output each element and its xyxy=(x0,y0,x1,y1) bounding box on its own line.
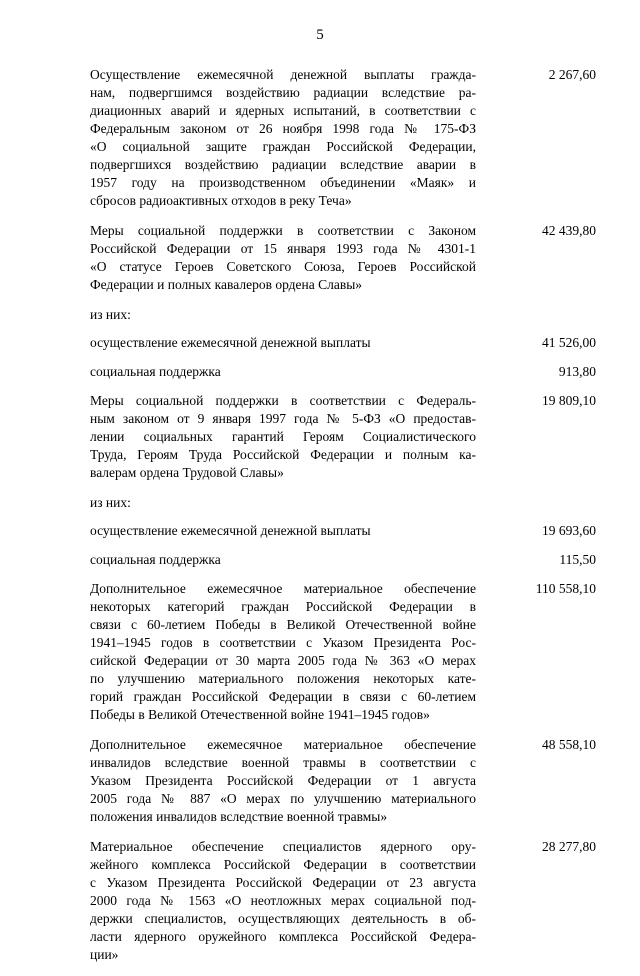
description-line: Федерации и полных кавалеров ордена Славы» xyxy=(90,277,363,292)
sub-item-row xyxy=(90,522,596,540)
description-line: держки специалистов, осуществляющих деятельность в об- xyxy=(90,911,476,926)
description-line: социальная поддержка xyxy=(90,552,221,567)
item-description xyxy=(90,334,476,352)
item-description xyxy=(90,392,476,482)
description-line: положения инвалидов вследствие военной травмы» xyxy=(90,809,388,824)
item-amount: 28 277,80 xyxy=(542,839,596,854)
sub-item-row xyxy=(90,363,596,381)
description-line: ласти ядерного оружейного комплекса Российской Федера- xyxy=(90,929,476,944)
description-line: сийской Федерации от 30 марта 2005 года № 363 «О мерах xyxy=(90,653,476,668)
item-amount: 19 809,10 xyxy=(542,393,596,408)
sub-item-row xyxy=(90,334,596,352)
description-line: Федеральным законом от 26 ноября 1998 года № 175-ФЗ xyxy=(90,121,476,136)
item-description xyxy=(90,306,476,324)
item-amount: 2 267,60 xyxy=(548,67,596,82)
description-line: «О социальной защите граждан Российской Федерации, xyxy=(90,139,476,154)
description-line: 1941–1945 годов в соответствии с Указом Президента Рос- xyxy=(90,635,476,650)
page-number: 5 xyxy=(316,27,324,43)
description-line: ции» xyxy=(90,947,119,962)
item-description xyxy=(90,736,476,826)
budget-table xyxy=(90,66,596,976)
item-description xyxy=(90,363,476,381)
description-line: жейного комплекса Российской Федерации в соответствии xyxy=(90,857,476,872)
sub-item-row xyxy=(90,551,596,569)
item-amount: 41 526,00 xyxy=(542,335,596,350)
description-line: лении социальных гарантий Героям Социалистического xyxy=(90,429,476,444)
expense-item-row xyxy=(90,580,596,724)
description-line: Материальное обеспечение специалистов ядерного ору- xyxy=(90,839,476,854)
item-amount: 42 439,80 xyxy=(542,223,596,238)
description-line: инвалидов вследствие военной травмы в соответствии с xyxy=(90,755,476,770)
description-line: с Указом Президента Российской Федерации от 23 августа xyxy=(90,875,476,890)
description-line: Российской Федерации от 15 января 1993 года № 4301-1 xyxy=(90,241,476,256)
description-line: нам, подвергшимся воздействию радиации вследствие ра- xyxy=(90,85,476,100)
item-amount: 115,50 xyxy=(559,552,596,567)
description-line: из них: xyxy=(90,495,131,510)
item-description xyxy=(90,66,476,210)
item-description xyxy=(90,494,476,512)
description-line: Дополнительное ежемесячное материальное обеспечение xyxy=(90,737,476,752)
description-line: «О статусе Героев Советского Союза, Героев Российской xyxy=(90,259,476,274)
item-amount: 110 558,10 xyxy=(535,581,596,596)
description-line: Указом Президента Российской Федерации от 1 августа xyxy=(90,773,476,788)
description-line: по улучшению материального положения некоторых кате- xyxy=(90,671,476,686)
item-amount: 48 558,10 xyxy=(542,737,596,752)
expense-item-row xyxy=(90,392,596,482)
item-description xyxy=(90,522,476,540)
description-line: некоторых категорий граждан Российской Федерации в xyxy=(90,599,476,614)
description-line: осуществление ежемесячной денежной выплаты xyxy=(90,523,371,538)
description-line: Победы в Великой Отечественной войне 1941–1945 годов» xyxy=(90,707,430,722)
item-amount: 19 693,60 xyxy=(542,523,596,538)
note-row xyxy=(90,494,596,512)
description-line: социальная поддержка xyxy=(90,364,221,379)
item-description xyxy=(90,551,476,569)
description-line: валерам ордена Трудовой Славы» xyxy=(90,465,284,480)
description-line: ным законом от 9 января 1997 года № 5-ФЗ «О предостав- xyxy=(90,411,476,426)
description-line: Меры социальной поддержки в соответствии с Федераль- xyxy=(90,393,476,408)
description-line: из них: xyxy=(90,307,131,322)
description-line: Осуществление ежемесячной денежной выплаты гражда- xyxy=(90,67,476,82)
item-amount: 913,80 xyxy=(558,364,596,379)
description-line: связи с 60-летием Победы в Великой Отечественной войне xyxy=(90,617,476,632)
description-line: осуществление ежемесячной денежной выплаты xyxy=(90,335,371,350)
expense-item-row xyxy=(90,838,596,964)
description-line: Меры социальной поддержки в соответствии с Законом xyxy=(90,223,476,238)
expense-item-row xyxy=(90,736,596,826)
description-line: Труда, Героям Труда Российской Федерации и полным ка- xyxy=(90,447,476,462)
expense-item-row xyxy=(90,222,596,294)
item-description xyxy=(90,838,476,964)
description-line: 2005 года № 887 «О мерах по улучшению материального xyxy=(90,791,476,806)
item-description xyxy=(90,580,476,724)
description-line: сбросов радиоактивных отходов в реку Теча» xyxy=(90,193,352,208)
note-row xyxy=(90,306,596,324)
expense-item-row xyxy=(90,66,596,210)
description-line: подвергшихся воздействию радиации вследствие аварии в xyxy=(90,157,476,172)
item-description xyxy=(90,222,476,294)
description-line: Дополнительное ежемесячное материальное обеспечение xyxy=(90,581,476,596)
description-line: горий граждан Российской Федерации в связи с 60-летием xyxy=(90,689,476,704)
description-line: 2000 года № 1563 «О неотложных мерах социальной под- xyxy=(90,893,476,908)
description-line: 1957 году на производственном объединении «Маяк» и xyxy=(90,175,476,190)
description-line: диационных аварий и ядерных испытаний, в соответствии с xyxy=(90,103,476,118)
